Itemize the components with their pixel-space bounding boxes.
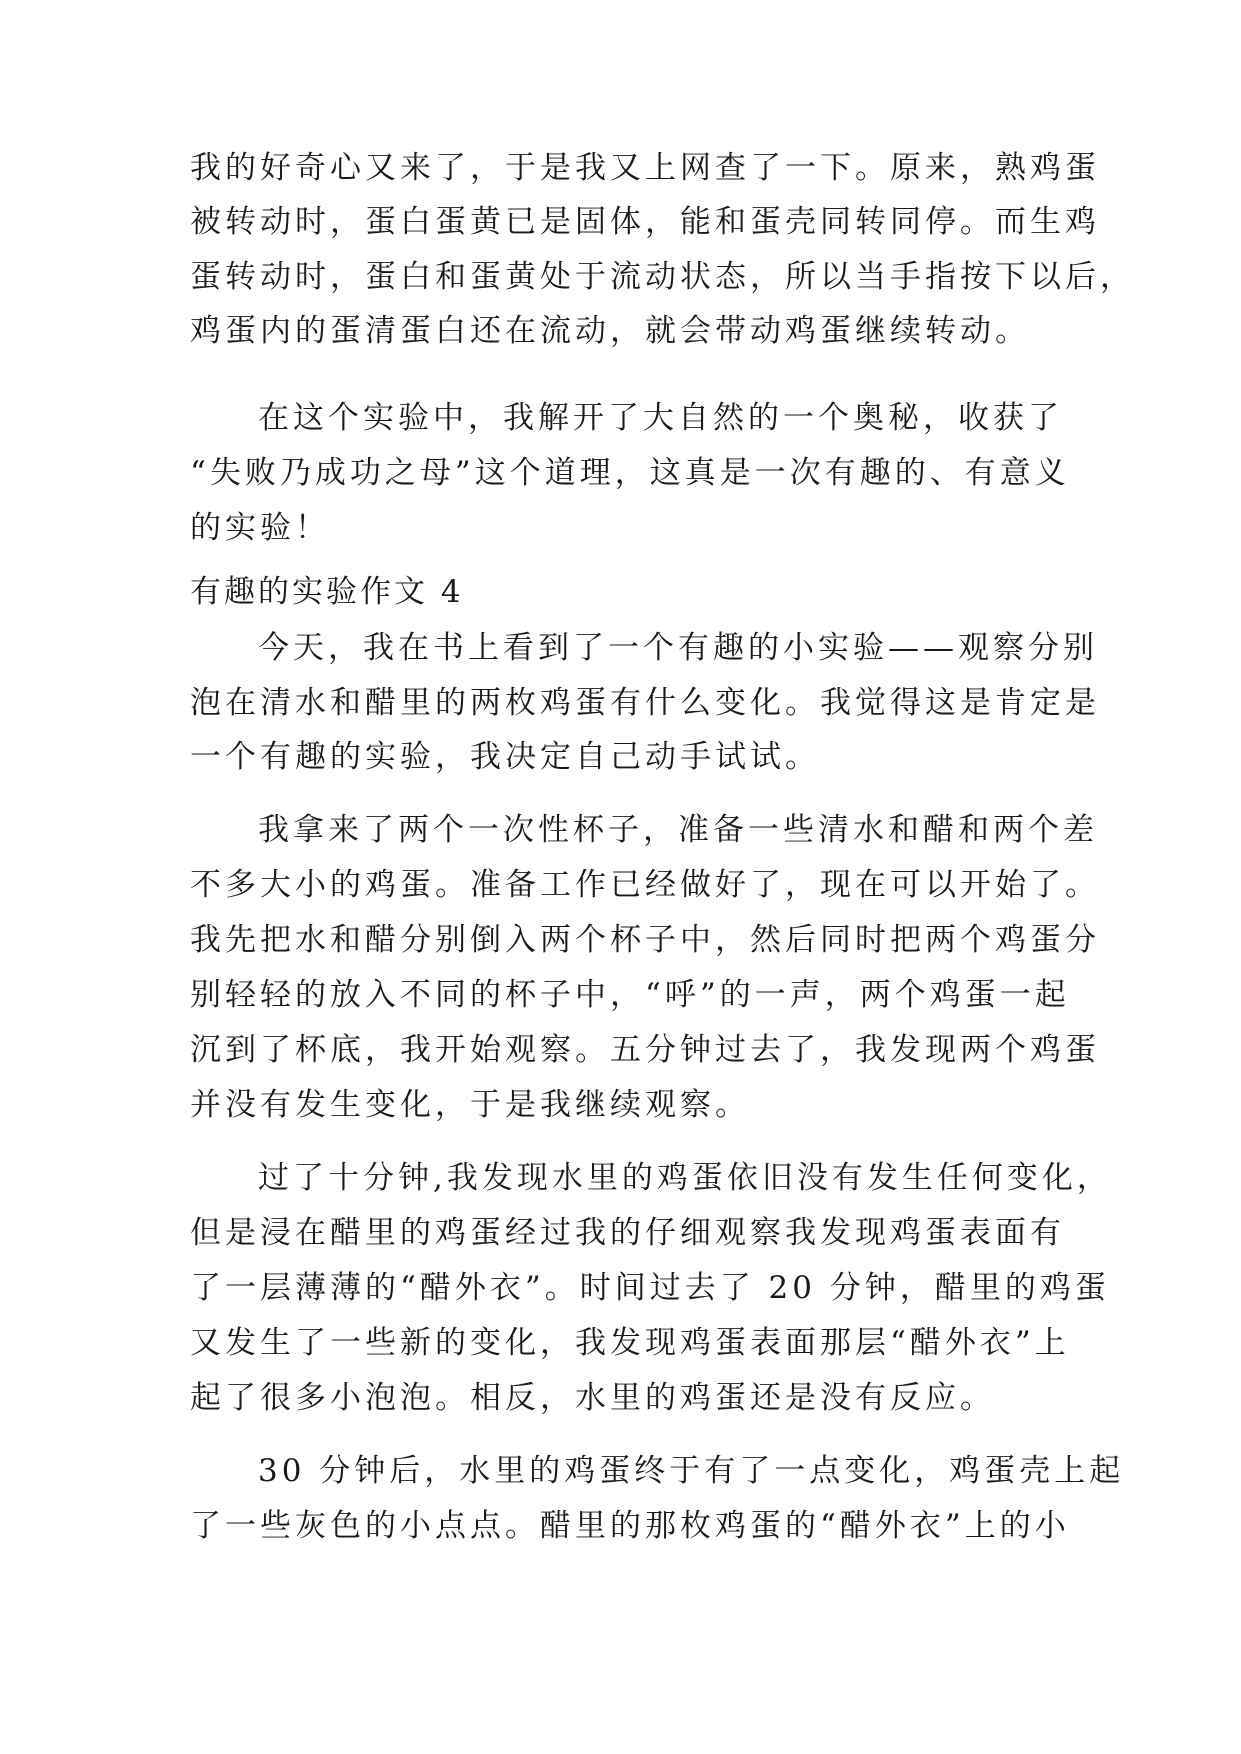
- text-line: 一个有趣的实验，我决定自己动手试试。: [190, 739, 820, 775]
- text-line: 今天，我在书上看到了一个有趣的小实验——观察分别: [258, 630, 1098, 666]
- text-line: 30 分钟后，水里的鸡蛋终于有了一点变化，鸡蛋壳上起: [258, 1453, 1125, 1489]
- text-line: 别轻轻的放入不同的杯子中，“呼”的一声，两个鸡蛋一起: [190, 977, 1070, 1013]
- text-line: 泡在清水和醋里的两枚鸡蛋有什么变化。我觉得这是肯定是: [190, 685, 1100, 721]
- text-line: 沉到了杯底，我开始观察。五分钟过去了，我发现两个鸡蛋: [190, 1032, 1100, 1068]
- section-title: 有趣的实验作文 4: [190, 574, 464, 610]
- text-line: 我的好奇心又来了，于是我又上网查了一下。原来，熟鸡蛋: [190, 150, 1100, 186]
- text-line: 过了十分钟,我发现水里的鸡蛋依旧没有发生任何变化，: [258, 1160, 1112, 1196]
- text-line: 又发生了一些新的变化，我发现鸡蛋表面那层“醋外衣”上: [190, 1325, 1070, 1361]
- text-line: 被转动时，蛋白蛋黄已是固体，能和蛋壳同转同停。而生鸡: [190, 204, 1100, 240]
- text-line: 鸡蛋内的蛋清蛋白还在流动，就会带动鸡蛋继续转动。: [190, 313, 1030, 349]
- text-line: 的实验！: [190, 510, 330, 546]
- text-line: 我先把水和醋分别倒入两个杯子中，然后同时把两个鸡蛋分: [190, 922, 1100, 958]
- text-line: 在这个实验中，我解开了大自然的一个奥秘，收获了: [258, 400, 1063, 436]
- text-line: “失败乃成功之母”这个道理，这真是一次有趣的、有意义: [190, 455, 1070, 491]
- text-line: 我拿来了两个一次性杯子，准备一些清水和醋和两个差: [258, 812, 1098, 848]
- text-line: 并没有发生变化，于是我继续观察。: [190, 1087, 750, 1123]
- text-line: 了一层薄薄的“醋外衣”。时间过去了 20 分钟，醋里的鸡蛋: [190, 1270, 1110, 1306]
- text-line: 蛋转动时，蛋白和蛋黄处于流动状态，所以当手指按下以后，: [190, 259, 1135, 295]
- text-line: 了一些灰色的小点点。醋里的那枚鸡蛋的“醋外衣”上的小: [190, 1508, 1070, 1544]
- text-line: 起了很多小泡泡。相反，水里的鸡蛋还是没有反应。: [190, 1380, 995, 1416]
- text-line: 但是浸在醋里的鸡蛋经过我的仔细观察我发现鸡蛋表面有: [190, 1215, 1065, 1251]
- text-line: 不多大小的鸡蛋。准备工作已经做好了，现在可以开始了。: [190, 867, 1100, 903]
